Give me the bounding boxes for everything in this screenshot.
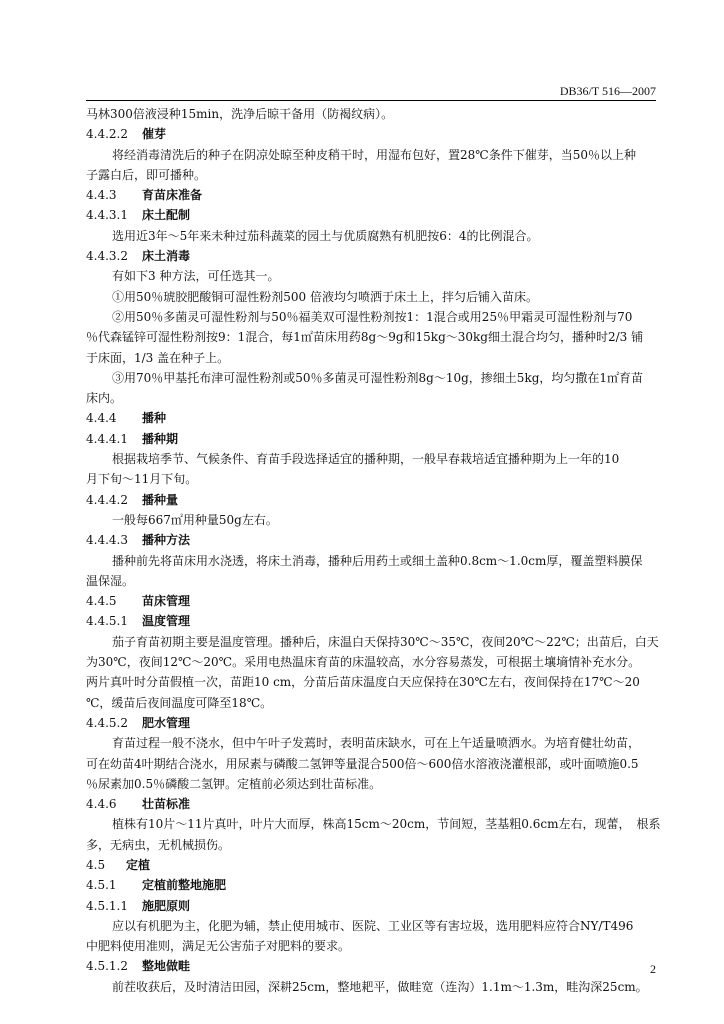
section-number: 4.4.5 — [86, 594, 117, 609]
paragraph-line: 茄子育苗初期主要是温度管理。播种后，床温白天保持30℃～35℃，夜间20℃～22℃；出苗后，白天 — [112, 634, 659, 649]
document-body — [86, 104, 661, 997]
section-heading — [86, 956, 656, 976]
section-title: 播种 — [142, 411, 167, 426]
section-number: 4.5.1.2 — [86, 959, 128, 974]
paragraph-line: ％代森锰锌可湿性粉剂按9：1混合，每1㎡苗床用药8g～9g和15kg～30kg细土混合均匀，播种时2/3 铺 — [86, 330, 644, 345]
paragraph-line: 播种前先将苗床用水浇透，将床土消毒，播种后用药土或细土盖种0.8cm～1.0cm厚，覆盖塑料膜保 — [112, 553, 643, 568]
paragraph-line: 月下旬～11月下旬。 — [86, 472, 198, 487]
paragraph-line: ％尿素加0.5％磷酸二氢钾。定植前必须达到壮苗标准。 — [86, 776, 382, 791]
section-title: 定植前整地施肥 — [142, 878, 227, 893]
section-title: 壮苗标准 — [142, 797, 191, 812]
section-title: 播种方法 — [142, 533, 191, 548]
section-number: 4.5.1.1 — [86, 898, 128, 913]
section-title: 整地做畦 — [142, 959, 191, 974]
paragraph-line: 为30℃，夜间12℃～20℃。采用电热温床育苗的床温较高，水分容易蒸发，可根据土壤墒情补充水分。 — [86, 655, 641, 670]
section-title: 床土消毒 — [142, 249, 191, 264]
paragraph-line: ③用70％甲基托布津可湿性粉剂或50％多菌灵可湿性粉剂8g～10g，掺细土5kg，均匀撒在1㎡育苗 — [112, 370, 644, 385]
section-title: 施肥原则 — [142, 898, 191, 913]
section-title: 定植 — [126, 857, 151, 872]
section-heading — [86, 205, 656, 225]
paragraph-line: 选用近3年～5年来未种过茄科蔬菜的园土与优质腐熟有机肥按6：4的比例混合。 — [112, 228, 539, 243]
section-heading — [86, 855, 656, 875]
section-number: 4.4.5.1 — [86, 614, 128, 629]
section-heading — [86, 611, 656, 631]
paragraph-line: ℃，缓苗后夜间温度可降至18℃。 — [86, 695, 273, 710]
section-heading — [86, 490, 656, 510]
paragraph-line: 育苗过程一般不浇水，但中午叶子发蔫时，表明苗床缺水，可在上午适量喷洒水。为培育健壮幼苗， — [112, 736, 641, 751]
section-heading — [86, 185, 656, 205]
section-heading — [86, 124, 656, 144]
section-number: 4.4.4.2 — [86, 492, 128, 507]
section-title: 床土配制 — [142, 208, 191, 223]
paragraph-line: 可在幼苗4叶期结合浇水，用尿素与磷酸二氢钾等量混合500倍～600倍水溶液浇灌根部，或叶面喷施0.5 — [86, 756, 639, 771]
section-title: 苗床管理 — [142, 594, 191, 609]
section-title: 播种期 — [142, 431, 179, 446]
paragraph-line: 一般每667㎡用种量50g左右。 — [112, 512, 278, 527]
document-code: DB36/T 516—2007 — [559, 84, 656, 98]
paragraph-line: ①用50％琥胶肥酸铜可湿性粉剂500 倍液均匀喷洒于床土上，拌匀后铺入苗床。 — [112, 289, 538, 304]
section-title: 肥水管理 — [142, 715, 191, 730]
section-heading — [86, 408, 656, 428]
paragraph-line: 子露白后，即可播种。 — [86, 167, 207, 182]
section-number: 4.4.3.1 — [86, 208, 128, 223]
paragraph-line: 有如下3 种方法，可任选其一。 — [112, 269, 280, 284]
paragraph-line: ②用50％多菌灵可湿性粉剂与50％福美双可湿性粉剂按1：1混合或用25％甲霜灵可湿性粉剂与70 — [112, 309, 633, 324]
section-title: 育苗床准备 — [142, 188, 203, 203]
section-number: 4.4.5.2 — [86, 715, 128, 730]
section-number: 4.4.3.2 — [86, 249, 128, 264]
section-number: 4.4.4 — [86, 411, 117, 426]
section-title: 温度管理 — [142, 614, 191, 629]
section-number: 4.4.6 — [86, 797, 117, 812]
section-title: 催芽 — [142, 127, 167, 142]
paragraph-line: 应以有机肥为主，化肥为辅，禁止使用城市、医院、工业区等有害垃圾，选用肥料应符合NY/T496 — [112, 918, 634, 933]
section-heading — [86, 713, 656, 733]
section-heading — [86, 794, 656, 814]
section-heading — [86, 530, 656, 550]
section-number: 4.5.1 — [86, 878, 117, 893]
paragraph-line: 中肥料使用准则，满足无公害茄子对肥料的要求。 — [86, 939, 351, 954]
section-number: 4.4.3 — [86, 188, 117, 203]
section-heading — [86, 429, 656, 449]
paragraph-line: 多，无病虫，无机械损伤。 — [86, 837, 231, 852]
paragraph-line: 前茬收获后，及时清洁田园，深耕25cm，整地耙平，做畦宽（连沟）1.1m～1.3m，畦沟深25cm。 — [112, 979, 648, 994]
section-number: 4.5 — [86, 857, 106, 872]
paragraph-line: 温保湿。 — [86, 573, 135, 588]
section-heading — [86, 246, 656, 266]
section-title: 播种量 — [142, 492, 179, 507]
section-heading — [86, 896, 656, 916]
page-number: 2 — [650, 962, 656, 976]
header-divider — [86, 100, 656, 101]
section-number: 4.4.4.3 — [86, 533, 128, 548]
paragraph-line: 两片真叶时分苗假植一次，苗距10 cm，分苗后苗床温度白天应保持在30℃左右，夜间保持在17℃～20 — [86, 675, 640, 690]
paragraph-line: 床内。 — [86, 391, 123, 406]
section-number: 4.4.4.1 — [86, 431, 128, 446]
section-heading — [86, 591, 656, 611]
paragraph-line: 根据栽培季节、气候条件、育苗手段选择适宜的播种期，一般早春栽培适宜播种期为上一年的10 — [112, 452, 620, 467]
section-heading — [86, 875, 656, 895]
paragraph-line: 于床面，1/3 盖在种子上。 — [86, 350, 230, 365]
section-number: 4.4.2.2 — [86, 127, 128, 142]
paragraph-line: 植株有10片～11片真叶，叶片大而厚，株高15cm～20cm，节间短，茎基粗0.6cm左右，现蕾， 根系 — [112, 817, 661, 832]
paragraph-line: 将经消毒清洗后的种子在阴凉处晾至种皮稍干时，用湿布包好，置28℃条件下催芽，当50％以上种 — [112, 147, 636, 162]
paragraph-line: 马林300倍液浸种15min，洗净后晾干备用（防褐纹病）。 — [86, 107, 394, 121]
